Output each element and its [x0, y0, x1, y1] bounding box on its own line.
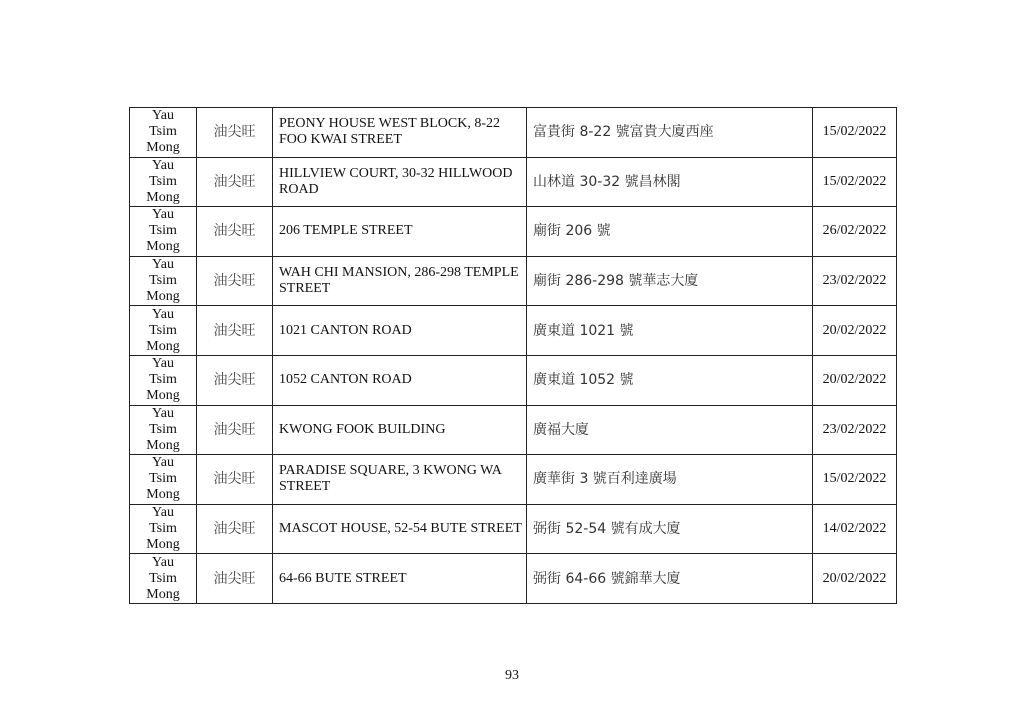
table-row: [130, 355, 897, 405]
building-name-zh-cell: 廟街 286-298 號華志大廈: [527, 256, 813, 306]
building-name-zh-cell: 廣華街 3 號百利達廣場: [527, 455, 813, 505]
district-zh-cell: 油尖旺: [197, 504, 273, 554]
building-name-zh-cell: 弼街 64-66 號錦華大廈: [527, 554, 813, 604]
table-row: [130, 405, 897, 455]
district-en-cell: [130, 455, 197, 505]
district-en-text: Yau Tsim Mong: [146, 554, 180, 602]
district-zh-cell: 油尖旺: [197, 355, 273, 405]
building-name-zh-cell: 山林道 30-32 號昌林閣: [527, 157, 813, 207]
date-cell: 20/02/2022: [813, 306, 897, 356]
building-name-zh-cell: 弼街 52-54 號有成大廈: [527, 504, 813, 554]
district-en-text: Yau Tsim Mong: [146, 405, 180, 453]
building-name-zh-cell: 廣東道 1052 號: [527, 355, 813, 405]
date-cell: 15/02/2022: [813, 157, 897, 207]
district-en-cell: [130, 207, 197, 257]
table-row: [130, 504, 897, 554]
date-cell: 23/02/2022: [813, 256, 897, 306]
district-en-cell: [130, 504, 197, 554]
district-en-cell: [130, 108, 197, 158]
district-en-cell: [130, 306, 197, 356]
district-en-text: Yau Tsim Mong: [146, 455, 180, 503]
table-row: [130, 554, 897, 604]
district-zh-cell: 油尖旺: [197, 306, 273, 356]
building-name-en-cell: PARADISE SQUARE, 3 KWONG WA STREET: [273, 455, 527, 505]
district-zh-cell: 油尖旺: [197, 455, 273, 505]
building-name-en-cell: 64-66 BUTE STREET: [273, 554, 527, 604]
date-cell: 23/02/2022: [813, 405, 897, 455]
district-en-cell: [130, 256, 197, 306]
table-row: [130, 108, 897, 158]
district-en-cell: [130, 554, 197, 604]
building-name-zh-cell: 廣福大廈: [527, 405, 813, 455]
table-row: [130, 157, 897, 207]
building-name-zh-cell: 廟街 206 號: [527, 207, 813, 257]
date-cell: 14/02/2022: [813, 504, 897, 554]
building-name-en-cell: 1021 CANTON ROAD: [273, 306, 527, 356]
district-en-text: Yau Tsim Mong: [146, 207, 180, 255]
district-en-cell: [130, 355, 197, 405]
building-name-en-cell: HILLVIEW COURT, 30-32 HILLWOOD ROAD: [273, 157, 527, 207]
building-records-table: [129, 107, 897, 604]
building-name-en-cell: MASCOT HOUSE, 52-54 BUTE STREET: [273, 504, 527, 554]
table-row: [130, 256, 897, 306]
district-zh-cell: 油尖旺: [197, 405, 273, 455]
district-zh-cell: 油尖旺: [197, 554, 273, 604]
date-cell: 20/02/2022: [813, 355, 897, 405]
district-zh-cell: 油尖旺: [197, 108, 273, 158]
building-name-en-cell: KWONG FOOK BUILDING: [273, 405, 527, 455]
date-cell: 26/02/2022: [813, 207, 897, 257]
building-name-en-cell: 1052 CANTON ROAD: [273, 355, 527, 405]
district-zh-cell: 油尖旺: [197, 157, 273, 207]
table-row: [130, 455, 897, 505]
district-en-text: Yau Tsim Mong: [146, 306, 180, 354]
district-en-cell: [130, 157, 197, 207]
building-name-en-cell: WAH CHI MANSION, 286-298 TEMPLE STREET: [273, 256, 527, 306]
district-en-text: Yau Tsim Mong: [146, 257, 180, 305]
district-en-text: Yau Tsim Mong: [146, 505, 180, 553]
building-name-en-cell: PEONY HOUSE WEST BLOCK, 8-22 FOO KWAI STREET: [273, 108, 527, 158]
date-cell: 15/02/2022: [813, 455, 897, 505]
district-zh-cell: 油尖旺: [197, 256, 273, 306]
table-row: [130, 207, 897, 257]
district-en-text: Yau Tsim Mong: [146, 157, 180, 205]
date-cell: 15/02/2022: [813, 108, 897, 158]
district-zh-cell: 油尖旺: [197, 207, 273, 257]
building-name-en-cell: 206 TEMPLE STREET: [273, 207, 527, 257]
table-row: [130, 306, 897, 356]
district-en-cell: [130, 405, 197, 455]
building-name-zh-cell: 廣東道 1021 號: [527, 306, 813, 356]
date-cell: 20/02/2022: [813, 554, 897, 604]
building-name-zh-cell: 富貴街 8-22 號富貴大廈西座: [527, 108, 813, 158]
district-en-text: Yau Tsim Mong: [146, 108, 180, 156]
page-number: 93: [505, 668, 519, 683]
district-en-text: Yau Tsim Mong: [146, 356, 180, 404]
